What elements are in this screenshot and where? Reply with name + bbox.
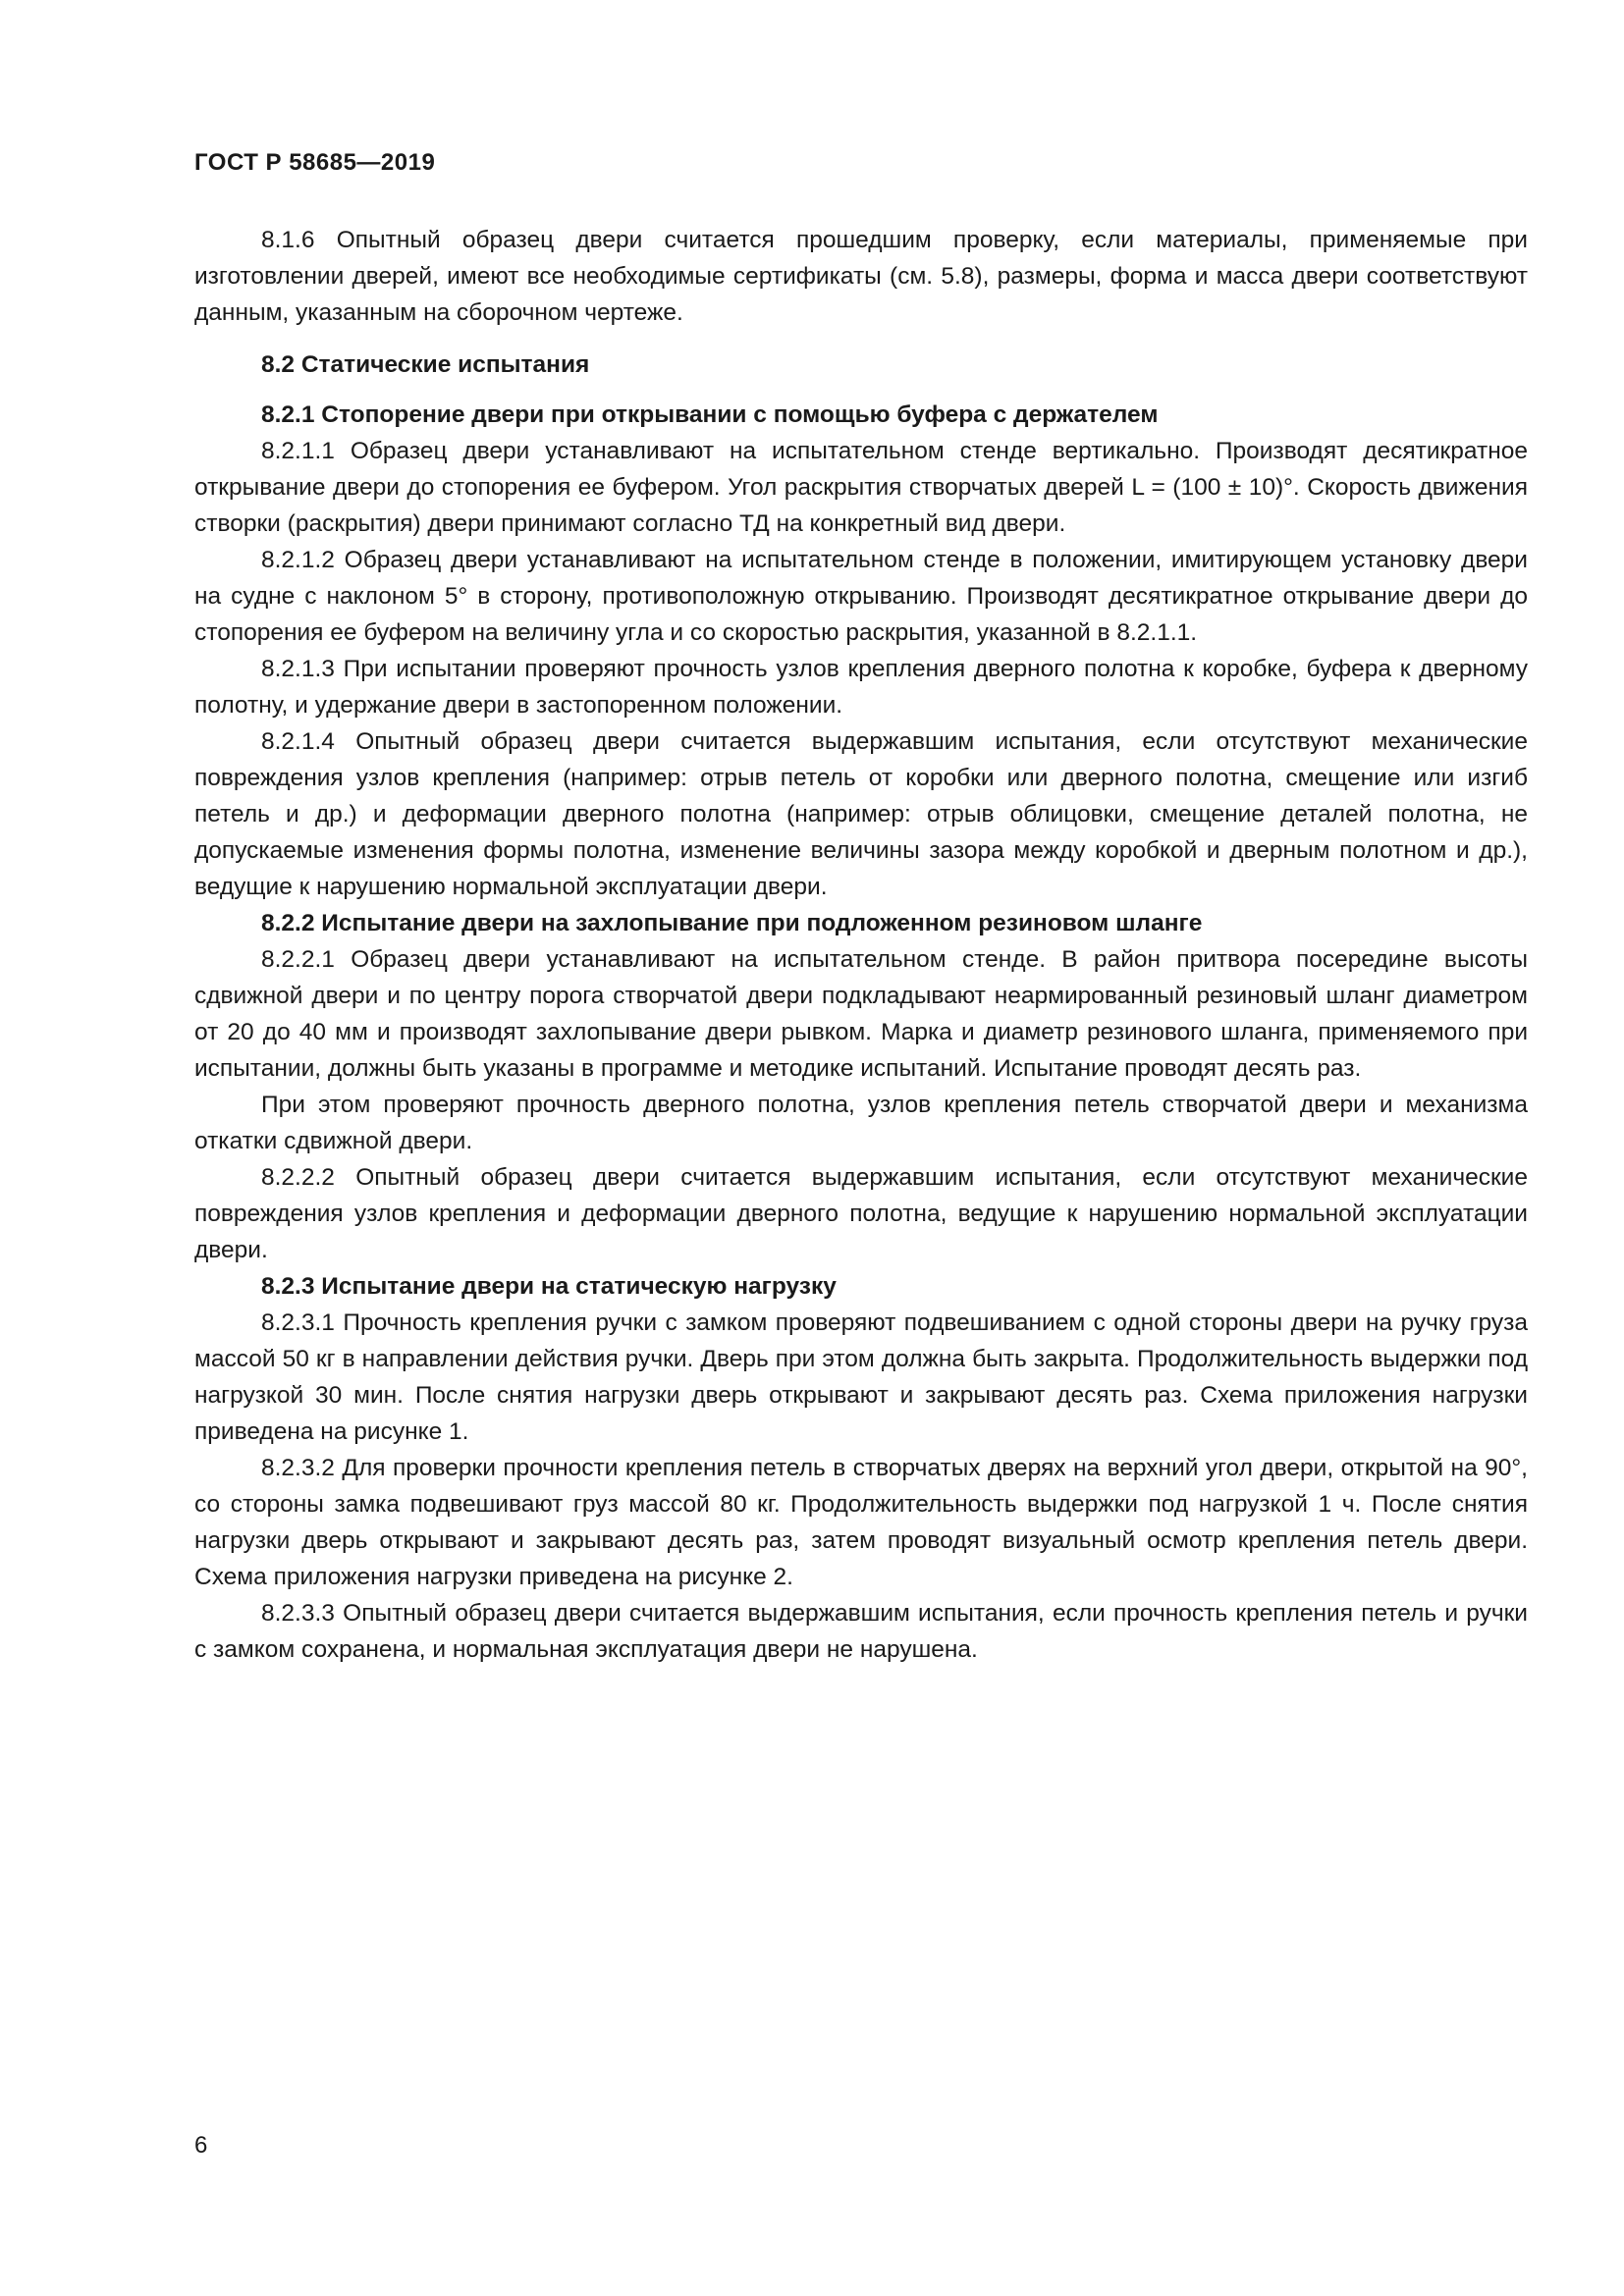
document-body [194, 222, 1528, 1668]
page-number: 6 [194, 2132, 208, 2159]
paragraph-8-2-2-1-continued: При этом проверяют прочность дверного полотна, узлов крепления петель створчатой двери и механизма откатки сдвижной двери. [194, 1092, 1528, 1154]
paragraph-8-2-1-2: 8.2.1.2 Образец двери устанавливают на испытательном стенде в положении, имитирующем установку двери на судне с наклоном 5° в сторону, противоположную открыванию. Производят десятикратное открывание двери до стопорения ее буфером на величину угла и со скоростью раскрытия, указанной в 8.2.1.1. [194, 547, 1528, 646]
paragraph-8-2-2-1: 8.2.2.1 Образец двери устанавливают на испытательном стенде. В район притвора посередине высоты сдвижной двери и по центру порога створчатой двери подкладывают неармированный резиновый шланг диаметром от 20 до 40 мм и производят захлопывание двери рывком. Марка и диаметр резинового шланга, применяемого при испытании, должны быть указаны в программе и методике испытаний. Испытание проводят десять раз. [194, 946, 1528, 1082]
paragraph-8-1-6: 8.1.6 Опытный образец двери считается прошедшим проверку, если материалы, применяемые при изготовлении дверей, имеют все необходимые сертификаты (см. 5.8), размеры, форма и масса двери соответствуют данным, указанным на сборочном чертеже. [194, 227, 1528, 326]
document-header: ГОСТ Р 58685—2019 [194, 149, 436, 176]
paragraph-8-2-1-1: 8.2.1.1 Образец двери устанавливают на испытательном стенде вертикально. Производят десятикратное открывание двери до стопорения ее буфером. Угол раскрытия створчатых дверей L = (100 ± 10)°. Скорость движения створки (раскрытия) двери принимают согласно ТД на конкретный вид двери. [194, 438, 1528, 537]
paragraph-8-2-3-2: 8.2.3.2 Для проверки прочности крепления петель в створчатых дверях на верхний угол двери, открытой на 90°, со стороны замка подвешивают груз массой 80 кг. Продолжительность выдержки под нагрузкой 1 ч. После снятия нагрузки дверь открывают и закрывают десять раз, затем проводят визуальный осмотр крепления петель двери. Схема приложения нагрузки приведена на рисунке 2. [194, 1455, 1528, 1590]
paragraph-8-2-3-1: 8.2.3.1 Прочность крепления ручки с замком проверяют подвешиванием с одной стороны двери на ручку груза массой 50 кг в направлении действия ручки. Дверь при этом должна быть закрыта. Продолжительность выдержки под нагрузкой 30 мин. После снятия нагрузки дверь открывают и закрывают десять раз. Схема приложения нагрузки приведена на рисунке 1. [194, 1309, 1528, 1445]
heading-8-2-1: 8.2.1 Стопорение двери при открывании с помощью буфера с держателем [261, 401, 1159, 428]
paragraph-8-2-3-3: 8.2.3.3 Опытный образец двери считается выдержавшим испытания, если прочность крепления петель и ручки с замком сохранена, и нормальная эксплуатация двери не нарушена. [194, 1600, 1528, 1663]
heading-8-2: 8.2 Статические испытания [261, 351, 590, 378]
paragraph-8-2-2-2: 8.2.2.2 Опытный образец двери считается выдержавшим испытания, если отсутствуют механические повреждения узлов крепления и деформации дверного полотна, ведущие к нарушению нормальной эксплуатации двери. [194, 1164, 1528, 1263]
paragraph-8-2-1-4: 8.2.1.4 Опытный образец двери считается выдержавшим испытания, если отсутствуют механические повреждения узлов крепления (например: отрыв петель от коробки или дверного полотна, смещение или изгиб петель и др.) и деформации дверного полотна (например: отрыв облицовки, смещение деталей полотна, не допускаемые изменения формы полотна, изменение величины зазора между коробкой и дверным полотном и др.), ведущие к нарушению нормальной эксплуатации двери. [194, 728, 1528, 900]
heading-8-2-2: 8.2.2 Испытание двери на захлопывание при подложенном резиновом шланге [261, 910, 1203, 936]
heading-8-2-3: 8.2.3 Испытание двери на статическую нагрузку [261, 1273, 837, 1300]
paragraph-8-2-1-3: 8.2.1.3 При испытании проверяют прочность узлов крепления дверного полотна к коробке, буфера к дверному полотну, и удержание двери в застопоренном положении. [194, 656, 1528, 719]
